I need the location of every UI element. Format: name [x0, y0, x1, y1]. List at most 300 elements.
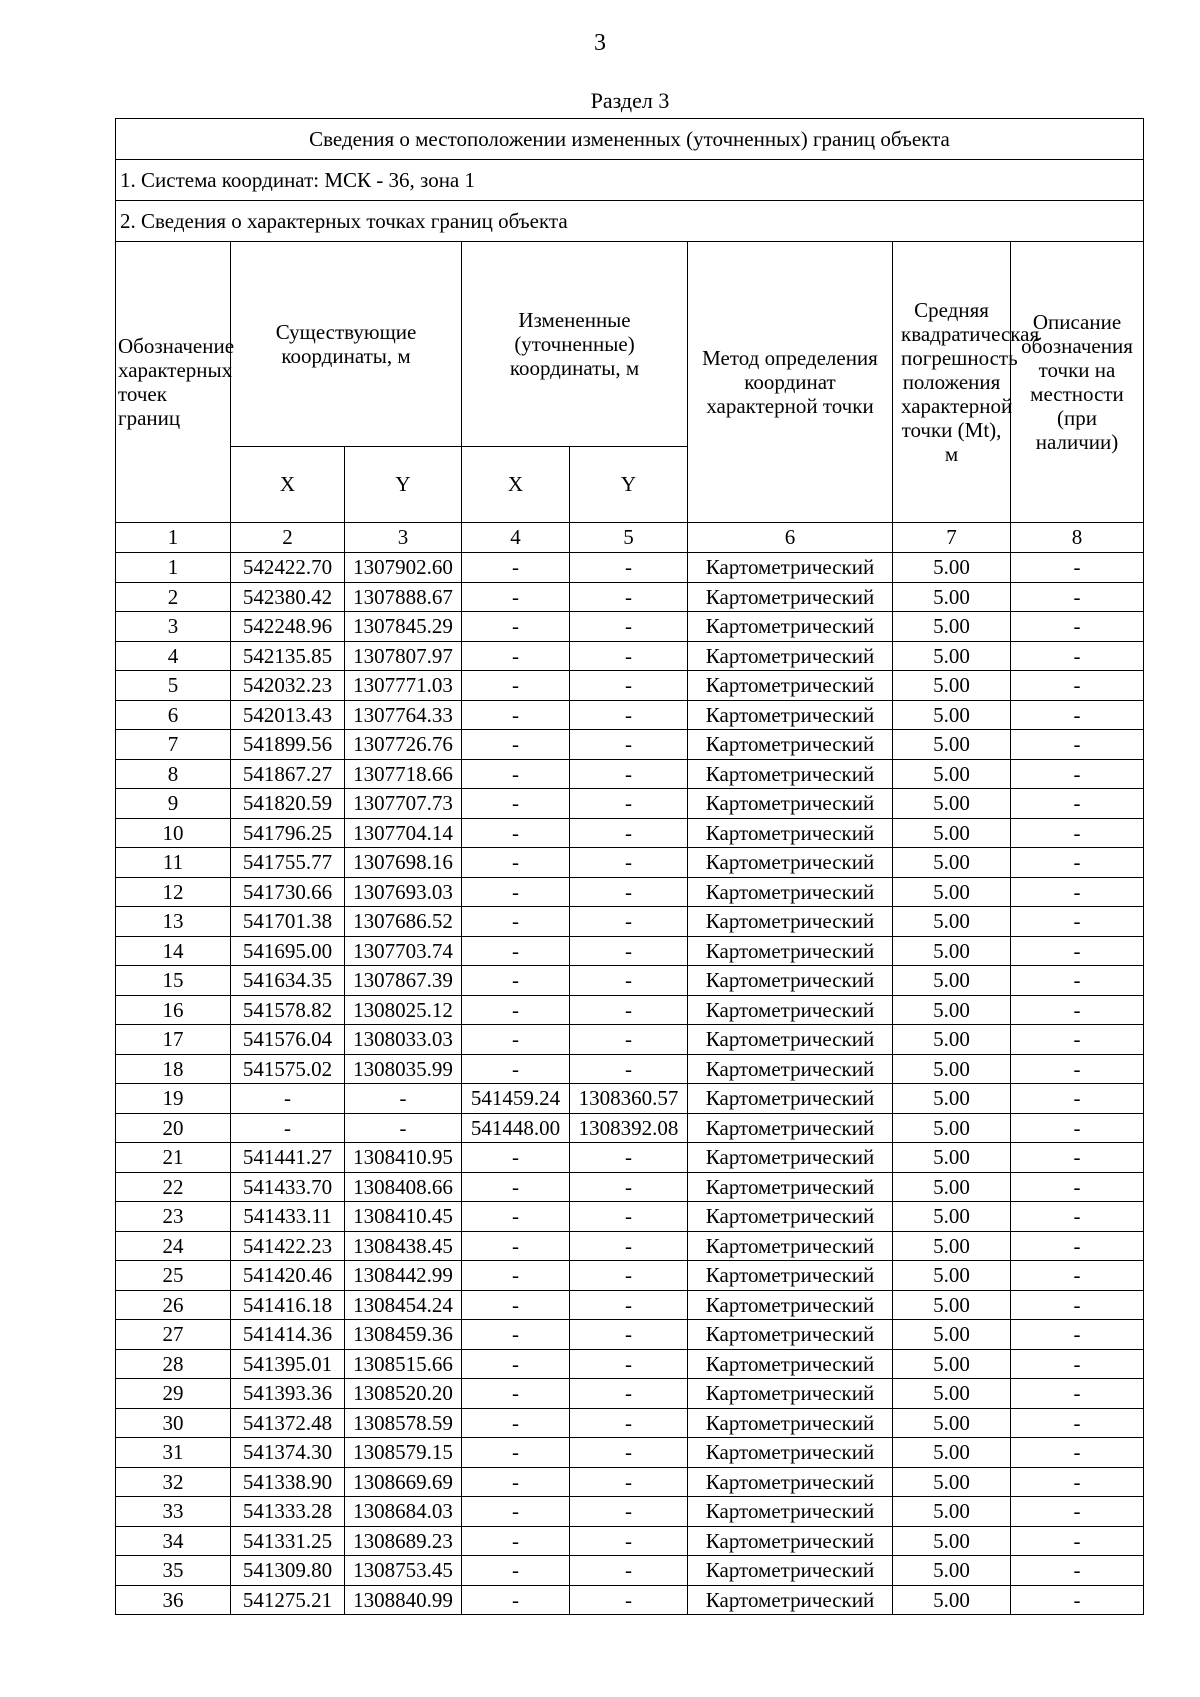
existing-x-cell: 541416.18: [231, 1290, 345, 1320]
table-row: [116, 1172, 1144, 1202]
point-number-cell: 16: [116, 995, 231, 1025]
description-cell: -: [1011, 877, 1144, 907]
existing-x-cell: 541820.59: [231, 789, 345, 819]
changed-y-cell: -: [570, 759, 688, 789]
changed-x-cell: -: [462, 1556, 570, 1586]
description-cell: -: [1011, 1467, 1144, 1497]
method-cell: Картометрический: [688, 1585, 893, 1615]
table-row: [116, 936, 1144, 966]
table-row: [116, 1497, 1144, 1527]
changed-x-cell: -: [462, 789, 570, 819]
changed-y-cell: -: [570, 1438, 688, 1468]
description-cell: -: [1011, 759, 1144, 789]
existing-x-cell: 541755.77: [231, 848, 345, 878]
header-existing-y: Y: [345, 447, 462, 523]
changed-y-cell: -: [570, 1025, 688, 1055]
table-row: [116, 1379, 1144, 1409]
point-number-cell: 15: [116, 966, 231, 996]
description-cell: -: [1011, 1113, 1144, 1143]
mt-cell: 5.00: [893, 1113, 1011, 1143]
changed-y-cell: 1308360.57: [570, 1084, 688, 1114]
description-cell: -: [1011, 1438, 1144, 1468]
existing-y-cell: 1308408.66: [345, 1172, 462, 1202]
method-cell: Картометрический: [688, 1379, 893, 1409]
description-cell: -: [1011, 1261, 1144, 1291]
mt-cell: 5.00: [893, 1379, 1011, 1409]
changed-x-cell: -: [462, 1467, 570, 1497]
mt-cell: 5.00: [893, 848, 1011, 878]
table-row: [116, 612, 1144, 642]
mt-cell: 5.00: [893, 1349, 1011, 1379]
table-row: [116, 966, 1144, 996]
changed-x-cell: -: [462, 1408, 570, 1438]
description-cell: -: [1011, 818, 1144, 848]
existing-x-cell: 541578.82: [231, 995, 345, 1025]
point-number-cell: 19: [116, 1084, 231, 1114]
existing-y-cell: 1308753.45: [345, 1556, 462, 1586]
mt-cell: 5.00: [893, 1054, 1011, 1084]
point-number-cell: 36: [116, 1585, 231, 1615]
mt-cell: 5.00: [893, 1261, 1011, 1291]
changed-x-cell: -: [462, 1143, 570, 1173]
changed-y-cell: -: [570, 907, 688, 937]
existing-x-cell: 541275.21: [231, 1585, 345, 1615]
existing-y-cell: 1307867.39: [345, 966, 462, 996]
column-number: 4: [462, 523, 570, 553]
existing-y-cell: 1307726.76: [345, 730, 462, 760]
changed-x-cell: -: [462, 907, 570, 937]
existing-y-cell: 1307718.66: [345, 759, 462, 789]
table-row: [116, 789, 1144, 819]
column-number: 5: [570, 523, 688, 553]
existing-x-cell: 541433.70: [231, 1172, 345, 1202]
method-cell: Картометрический: [688, 1408, 893, 1438]
method-cell: Картометрический: [688, 1320, 893, 1350]
changed-y-cell: -: [570, 1556, 688, 1586]
existing-y-cell: 1308459.36: [345, 1320, 462, 1350]
changed-y-cell: -: [570, 995, 688, 1025]
description-cell: -: [1011, 1497, 1144, 1527]
table-row: [116, 759, 1144, 789]
mt-cell: 5.00: [893, 1467, 1011, 1497]
description-cell: -: [1011, 1172, 1144, 1202]
changed-y-cell: -: [570, 1143, 688, 1173]
description-cell: -: [1011, 582, 1144, 612]
column-number: 3: [345, 523, 462, 553]
point-number-cell: 34: [116, 1526, 231, 1556]
header-changed-x: X: [462, 447, 570, 523]
table-header: [116, 242, 1144, 553]
method-cell: Картометрический: [688, 759, 893, 789]
existing-y-cell: 1307807.97: [345, 641, 462, 671]
changed-x-cell: -: [462, 1497, 570, 1527]
existing-y-cell: 1308438.45: [345, 1231, 462, 1261]
method-cell: Картометрический: [688, 1231, 893, 1261]
method-cell: Картометрический: [688, 907, 893, 937]
method-cell: Картометрический: [688, 1143, 893, 1173]
method-cell: Картометрический: [688, 1113, 893, 1143]
mt-cell: 5.00: [893, 1231, 1011, 1261]
existing-y-cell: 1307693.03: [345, 877, 462, 907]
changed-y-cell: -: [570, 1231, 688, 1261]
point-number-cell: 33: [116, 1497, 231, 1527]
changed-x-cell: -: [462, 759, 570, 789]
point-number-cell: 13: [116, 907, 231, 937]
mt-cell: 5.00: [893, 907, 1011, 937]
description-cell: -: [1011, 671, 1144, 701]
method-cell: Картометрический: [688, 612, 893, 642]
existing-x-cell: 542013.43: [231, 700, 345, 730]
existing-y-cell: 1307703.74: [345, 936, 462, 966]
changed-x-cell: -: [462, 848, 570, 878]
point-number-cell: 4: [116, 641, 231, 671]
mt-cell: 5.00: [893, 641, 1011, 671]
existing-y-cell: 1307704.14: [345, 818, 462, 848]
header-point-designation: Обозначение характерных точек границ: [116, 242, 231, 523]
existing-x-cell: -: [231, 1113, 345, 1143]
changed-x-cell: -: [462, 1025, 570, 1055]
description-cell: -: [1011, 1084, 1144, 1114]
point-number-cell: 6: [116, 700, 231, 730]
existing-x-cell: 541372.48: [231, 1408, 345, 1438]
existing-y-cell: 1308033.03: [345, 1025, 462, 1055]
changed-x-cell: -: [462, 553, 570, 583]
point-number-cell: 8: [116, 759, 231, 789]
point-number-cell: 24: [116, 1231, 231, 1261]
method-cell: Картометрический: [688, 877, 893, 907]
changed-y-cell: -: [570, 1379, 688, 1409]
table-row: [116, 1408, 1144, 1438]
table-row: [116, 553, 1144, 583]
mt-cell: 5.00: [893, 1438, 1011, 1468]
boundary-points-table: [115, 118, 1144, 1615]
point-number-cell: 25: [116, 1261, 231, 1291]
mt-cell: 5.00: [893, 936, 1011, 966]
description-cell: -: [1011, 1408, 1144, 1438]
description-cell: -: [1011, 1025, 1144, 1055]
mt-cell: 5.00: [893, 818, 1011, 848]
table-row: [116, 1467, 1144, 1497]
point-number-cell: 20: [116, 1113, 231, 1143]
changed-x-cell: -: [462, 1202, 570, 1232]
changed-y-cell: -: [570, 848, 688, 878]
method-cell: Картометрический: [688, 1084, 893, 1114]
table-body: [116, 553, 1144, 1615]
table-row: [116, 1202, 1144, 1232]
existing-y-cell: 1307902.60: [345, 553, 462, 583]
table-row: [116, 1526, 1144, 1556]
header-changed-y: Y: [570, 447, 688, 523]
method-cell: Картометрический: [688, 1349, 893, 1379]
table-row: [116, 1290, 1144, 1320]
mt-cell: 5.00: [893, 612, 1011, 642]
mt-cell: 5.00: [893, 1320, 1011, 1350]
method-cell: Картометрический: [688, 1025, 893, 1055]
point-number-cell: 28: [116, 1349, 231, 1379]
existing-x-cell: 541374.30: [231, 1438, 345, 1468]
changed-y-cell: -: [570, 789, 688, 819]
changed-y-cell: -: [570, 641, 688, 671]
changed-y-cell: -: [570, 936, 688, 966]
description-cell: -: [1011, 641, 1144, 671]
description-cell: -: [1011, 1349, 1144, 1379]
existing-y-cell: 1307888.67: [345, 582, 462, 612]
column-number: 1: [116, 523, 231, 553]
changed-x-cell: -: [462, 1172, 570, 1202]
method-cell: Картометрический: [688, 700, 893, 730]
method-cell: Картометрический: [688, 1526, 893, 1556]
description-cell: -: [1011, 1585, 1144, 1615]
description-cell: -: [1011, 848, 1144, 878]
table-row: [116, 907, 1144, 937]
changed-y-cell: -: [570, 671, 688, 701]
changed-y-cell: -: [570, 1526, 688, 1556]
changed-y-cell: -: [570, 1497, 688, 1527]
point-number-cell: 5: [116, 671, 231, 701]
header-existing-x: X: [231, 447, 345, 523]
changed-y-cell: -: [570, 553, 688, 583]
mt-cell: 5.00: [893, 1084, 1011, 1114]
existing-y-cell: -: [345, 1084, 462, 1114]
mt-cell: 5.00: [893, 966, 1011, 996]
description-cell: -: [1011, 995, 1144, 1025]
method-cell: Картометрический: [688, 1290, 893, 1320]
existing-x-cell: 541899.56: [231, 730, 345, 760]
table-row: [116, 1054, 1144, 1084]
mt-cell: 5.00: [893, 877, 1011, 907]
description-cell: -: [1011, 612, 1144, 642]
changed-y-cell: -: [570, 1172, 688, 1202]
point-number-cell: 29: [116, 1379, 231, 1409]
existing-x-cell: 541338.90: [231, 1467, 345, 1497]
method-cell: Картометрический: [688, 641, 893, 671]
existing-y-cell: 1308840.99: [345, 1585, 462, 1615]
mt-cell: 5.00: [893, 553, 1011, 583]
method-cell: Картометрический: [688, 966, 893, 996]
table-row: [116, 1438, 1144, 1468]
changed-x-cell: -: [462, 612, 570, 642]
point-number-cell: 26: [116, 1290, 231, 1320]
header-method: Метод определения координат характерной точки: [688, 242, 893, 523]
method-cell: Картометрический: [688, 671, 893, 701]
changed-y-cell: -: [570, 1349, 688, 1379]
changed-y-cell: -: [570, 1467, 688, 1497]
changed-x-cell: 541448.00: [462, 1113, 570, 1143]
mt-cell: 5.00: [893, 582, 1011, 612]
existing-y-cell: 1308520.20: [345, 1379, 462, 1409]
point-number-cell: 32: [116, 1467, 231, 1497]
changed-x-cell: -: [462, 966, 570, 996]
changed-y-cell: -: [570, 1290, 688, 1320]
column-number: 8: [1011, 523, 1144, 553]
description-cell: -: [1011, 1143, 1144, 1173]
existing-y-cell: 1307845.29: [345, 612, 462, 642]
existing-y-cell: 1307686.52: [345, 907, 462, 937]
method-cell: Картометрический: [688, 553, 893, 583]
existing-x-cell: 541420.46: [231, 1261, 345, 1291]
existing-x-cell: 541576.04: [231, 1025, 345, 1055]
method-cell: Картометрический: [688, 848, 893, 878]
changed-y-cell: -: [570, 1261, 688, 1291]
changed-x-cell: -: [462, 995, 570, 1025]
existing-y-cell: 1308578.59: [345, 1408, 462, 1438]
existing-x-cell: 542380.42: [231, 582, 345, 612]
method-cell: Картометрический: [688, 1556, 893, 1586]
column-number: 6: [688, 523, 893, 553]
changed-x-cell: -: [462, 1379, 570, 1409]
table-row: [116, 1556, 1144, 1586]
changed-y-cell: 1308392.08: [570, 1113, 688, 1143]
existing-y-cell: 1308410.45: [345, 1202, 462, 1232]
changed-x-cell: -: [462, 818, 570, 848]
point-number-cell: 11: [116, 848, 231, 878]
changed-x-cell: -: [462, 730, 570, 760]
existing-y-cell: -: [345, 1113, 462, 1143]
method-cell: Картометрический: [688, 936, 893, 966]
mt-cell: 5.00: [893, 1172, 1011, 1202]
table-row: [116, 1113, 1144, 1143]
description-cell: -: [1011, 936, 1144, 966]
existing-y-cell: 1308684.03: [345, 1497, 462, 1527]
column-number: 2: [231, 523, 345, 553]
method-cell: Картометрический: [688, 1261, 893, 1291]
mt-cell: 5.00: [893, 1025, 1011, 1055]
table-row: [116, 730, 1144, 760]
point-number-cell: 12: [116, 877, 231, 907]
description-cell: -: [1011, 966, 1144, 996]
table-row: [116, 700, 1144, 730]
point-number-cell: 22: [116, 1172, 231, 1202]
table-row: [116, 1084, 1144, 1114]
point-number-cell: 10: [116, 818, 231, 848]
description-cell: -: [1011, 1526, 1144, 1556]
changed-y-cell: -: [570, 700, 688, 730]
mt-cell: 5.00: [893, 730, 1011, 760]
changed-x-cell: -: [462, 1320, 570, 1350]
mt-cell: 5.00: [893, 700, 1011, 730]
point-number-cell: 1: [116, 553, 231, 583]
changed-x-cell: -: [462, 641, 570, 671]
description-cell: -: [1011, 730, 1144, 760]
existing-y-cell: 1307707.73: [345, 789, 462, 819]
points-section-title: 2. Сведения о характерных точках границ объекта: [116, 201, 1144, 242]
existing-y-cell: 1307764.33: [345, 700, 462, 730]
existing-x-cell: 541730.66: [231, 877, 345, 907]
mt-cell: 5.00: [893, 759, 1011, 789]
mt-cell: 5.00: [893, 1290, 1011, 1320]
changed-x-cell: -: [462, 1438, 570, 1468]
table-row: [116, 1349, 1144, 1379]
existing-y-cell: 1308454.24: [345, 1290, 462, 1320]
method-cell: Картометрический: [688, 1054, 893, 1084]
method-cell: Картометрический: [688, 1497, 893, 1527]
mt-cell: 5.00: [893, 1497, 1011, 1527]
table-row: [116, 1261, 1144, 1291]
mt-cell: 5.00: [893, 1526, 1011, 1556]
existing-y-cell: 1308515.66: [345, 1349, 462, 1379]
changed-y-cell: -: [570, 818, 688, 848]
description-cell: -: [1011, 700, 1144, 730]
existing-y-cell: 1308025.12: [345, 995, 462, 1025]
table-row: [116, 671, 1144, 701]
existing-x-cell: 542248.96: [231, 612, 345, 642]
changed-y-cell: -: [570, 612, 688, 642]
description-cell: -: [1011, 1320, 1144, 1350]
point-number-cell: 31: [116, 1438, 231, 1468]
changed-x-cell: -: [462, 936, 570, 966]
changed-y-cell: -: [570, 1320, 688, 1350]
table-caption: Сведения о местоположении измененных (уточненных) границ объекта: [116, 119, 1144, 160]
point-number-cell: 30: [116, 1408, 231, 1438]
changed-x-cell: 541459.24: [462, 1084, 570, 1114]
changed-y-cell: -: [570, 1408, 688, 1438]
point-number-cell: 14: [116, 936, 231, 966]
point-number-cell: 2: [116, 582, 231, 612]
table-row: [116, 848, 1144, 878]
changed-x-cell: -: [462, 1054, 570, 1084]
point-number-cell: 7: [116, 730, 231, 760]
method-cell: Картометрический: [688, 1202, 893, 1232]
point-number-cell: 17: [116, 1025, 231, 1055]
description-cell: -: [1011, 907, 1144, 937]
changed-y-cell: -: [570, 582, 688, 612]
point-number-cell: 21: [116, 1143, 231, 1173]
description-cell: -: [1011, 1556, 1144, 1586]
method-cell: Картометрический: [688, 582, 893, 612]
mt-cell: 5.00: [893, 1585, 1011, 1615]
header-point-description: Описание обозначения точки на местности (при наличии): [1011, 242, 1144, 523]
changed-x-cell: -: [462, 1526, 570, 1556]
existing-x-cell: 541414.36: [231, 1320, 345, 1350]
existing-y-cell: 1308579.15: [345, 1438, 462, 1468]
method-cell: Картометрический: [688, 1467, 893, 1497]
table-row: [116, 1320, 1144, 1350]
table-row: [116, 582, 1144, 612]
description-cell: -: [1011, 789, 1144, 819]
existing-x-cell: 541634.35: [231, 966, 345, 996]
method-cell: Картометрический: [688, 818, 893, 848]
existing-x-cell: 541701.38: [231, 907, 345, 937]
changed-x-cell: -: [462, 1261, 570, 1291]
changed-x-cell: -: [462, 877, 570, 907]
point-number-cell: 3: [116, 612, 231, 642]
changed-x-cell: -: [462, 700, 570, 730]
changed-x-cell: -: [462, 1585, 570, 1615]
method-cell: Картометрический: [688, 1172, 893, 1202]
section-title: Раздел 3: [590, 88, 670, 113]
mt-cell: 5.00: [893, 995, 1011, 1025]
existing-y-cell: 1308410.95: [345, 1143, 462, 1173]
changed-x-cell: -: [462, 671, 570, 701]
existing-x-cell: 542422.70: [231, 553, 345, 583]
point-number-cell: 35: [116, 1556, 231, 1586]
changed-x-cell: -: [462, 582, 570, 612]
existing-x-cell: -: [231, 1084, 345, 1114]
table-row: [116, 641, 1144, 671]
table-row: [116, 818, 1144, 848]
method-cell: Картометрический: [688, 1438, 893, 1468]
table-row: [116, 1231, 1144, 1261]
changed-y-cell: -: [570, 1054, 688, 1084]
mt-cell: 5.00: [893, 671, 1011, 701]
description-cell: -: [1011, 1290, 1144, 1320]
existing-x-cell: 541333.28: [231, 1497, 345, 1527]
existing-y-cell: 1308669.69: [345, 1467, 462, 1497]
existing-y-cell: 1307771.03: [345, 671, 462, 701]
changed-x-cell: -: [462, 1349, 570, 1379]
point-number-cell: 23: [116, 1202, 231, 1232]
existing-x-cell: 541441.27: [231, 1143, 345, 1173]
